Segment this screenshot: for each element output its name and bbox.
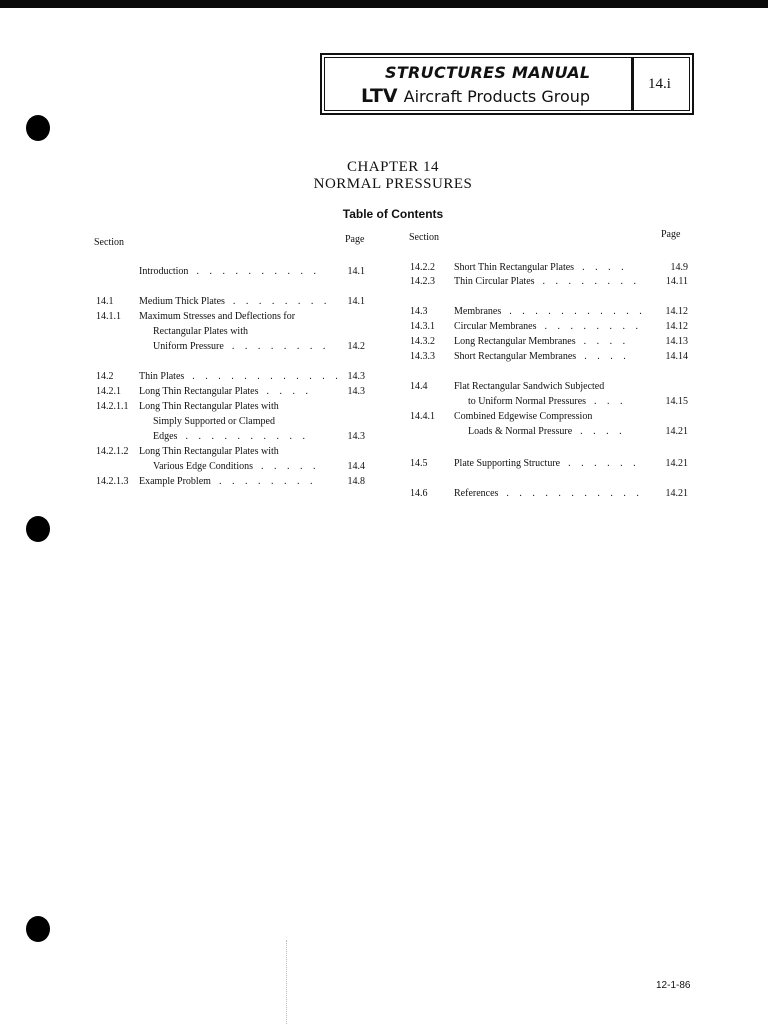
toc-heading: Table of Contents xyxy=(342,207,444,221)
toc-section-number: 14.3.2 xyxy=(410,336,435,347)
toc-title-text: Long Thin Rectangular Plates with xyxy=(139,446,279,457)
toc-section-number: 14.3.1 xyxy=(410,321,435,332)
toc-title-text: Edges xyxy=(153,431,178,442)
toc-entry-title xyxy=(139,311,295,322)
toc-page-number: 14.1 xyxy=(347,266,365,277)
toc-section-number: 14.1 xyxy=(96,296,114,307)
toc-leader-dots: . . . . . . . . . . . . xyxy=(192,371,342,382)
toc-entry-title xyxy=(139,386,312,397)
manual-header-box xyxy=(320,53,694,115)
toc-leader-dots: . . . . . . . . xyxy=(218,476,317,487)
toc-entry-title xyxy=(454,276,640,287)
toc-page-number: 14.21 xyxy=(665,426,688,437)
binder-hole xyxy=(26,516,50,542)
toc-leader-dots: . . . . xyxy=(582,262,628,273)
left-page-header: Page xyxy=(345,234,365,245)
toc-title-text: Short Rectangular Membranes xyxy=(454,351,577,362)
toc-section-number: 14.5 xyxy=(410,458,428,469)
toc-entry-title xyxy=(454,351,630,362)
toc-entry-title xyxy=(139,476,316,487)
right-section-header: Section xyxy=(409,232,439,243)
toc-section-number: 14.6 xyxy=(410,488,428,499)
toc-entry-title xyxy=(454,336,629,347)
header-divider xyxy=(631,57,634,111)
toc-page-number: 14.21 xyxy=(665,458,688,469)
toc-entry-title xyxy=(139,266,320,277)
toc-page-number: 14.14 xyxy=(665,351,688,362)
toc-entry-title xyxy=(139,296,330,307)
toc-leader-dots: . . . . xyxy=(266,386,313,397)
toc-entry-title xyxy=(454,306,646,317)
toc-leader-dots: . . . . . . . . . . . xyxy=(509,306,646,317)
toc-page-number: 14.8 xyxy=(347,476,365,487)
toc-page-number: 14.4 xyxy=(347,461,365,472)
toc-title-text: Membranes xyxy=(454,306,502,317)
header-page-number: 14.i xyxy=(648,76,671,92)
toc-leader-dots: . . . . xyxy=(583,336,630,347)
toc-title-text: Loads & Normal Pressure xyxy=(468,426,573,437)
toc-page-number: 14.2 xyxy=(347,341,365,352)
toc-title-text: Simply Supported or Clamped xyxy=(153,416,275,427)
toc-section-number: 14.2.1.3 xyxy=(96,476,129,487)
toc-section-number: 14.4 xyxy=(410,381,428,392)
toc-entry-title xyxy=(139,446,279,457)
toc-entry-title xyxy=(454,488,643,499)
toc-leader-dots: . . . xyxy=(594,396,627,407)
toc-section-number: 14.2.3 xyxy=(410,276,435,287)
toc-page-number: 14.12 xyxy=(665,321,688,332)
header-title-block xyxy=(325,58,629,110)
toc-title-text: to Uniform Normal Pressures xyxy=(468,396,587,407)
toc-page-number: 14.1 xyxy=(347,296,365,307)
toc-title-text: Uniform Pressure xyxy=(153,341,224,352)
toc-title-text: References xyxy=(454,488,499,499)
binder-hole xyxy=(26,916,50,942)
toc-title-text: Long Thin Rectangular Plates xyxy=(139,386,259,397)
toc-entry-title xyxy=(468,426,626,437)
toc-title-text: Long Rectangular Membranes xyxy=(454,336,576,347)
scan-artifact-line xyxy=(286,940,288,1024)
toc-section-number: 14.2.1.1 xyxy=(96,401,129,412)
toc-leader-dots: . . . . . . . . xyxy=(232,296,331,307)
toc-title-text: Maximum Stresses and Deflections for xyxy=(139,311,296,322)
toc-section-number: 14.2 xyxy=(96,371,114,382)
toc-page-number: 14.3 xyxy=(347,431,365,442)
toc-section-number: 14.4.1 xyxy=(410,411,435,422)
toc-section-number: 14.2.2 xyxy=(410,262,435,273)
toc-entry-title xyxy=(454,411,592,422)
toc-page-number: 14.15 xyxy=(665,396,688,407)
toc-title-text: Example Problem xyxy=(139,476,211,487)
toc-section-number: 14.3 xyxy=(410,306,428,317)
right-page-header: Page xyxy=(661,229,681,240)
toc-leader-dots: . . . . . . . . xyxy=(544,321,642,332)
toc-page-number: 14.13 xyxy=(665,336,688,347)
toc-leader-dots: . . . . . . xyxy=(568,458,640,469)
toc-title-text: Medium Thick Plates xyxy=(139,296,225,307)
toc-page-number: 14.3 xyxy=(347,386,365,397)
toc-page-number: 14.3 xyxy=(347,371,365,382)
toc-leader-dots: . . . . . . . . xyxy=(231,341,330,352)
toc-entry-title xyxy=(454,458,640,469)
toc-entry-title xyxy=(153,431,309,442)
toc-page-number: 14.12 xyxy=(665,306,688,317)
toc-title-text: Long Thin Rectangular Plates with xyxy=(139,401,279,412)
toc-leader-dots: . . . . . xyxy=(261,461,320,472)
toc-title-text: Short Thin Rectangular Plates xyxy=(454,262,575,273)
toc-title-text: Rectangular Plates with xyxy=(153,326,248,337)
company-logo-text: LTV xyxy=(361,85,398,107)
toc-title-text: Thin Plates xyxy=(139,371,185,382)
revision-date: 12-1-86 xyxy=(656,980,691,991)
chapter-title: NORMAL PRESSURES xyxy=(313,176,473,192)
toc-leader-dots: . . . . . . . . . . xyxy=(196,266,320,277)
toc-section-number: 14.2.1 xyxy=(96,386,121,397)
toc-title-text: Combined Edgewise Compression xyxy=(454,411,593,422)
toc-entry-title xyxy=(139,371,342,382)
scan-top-edge xyxy=(0,0,768,8)
toc-entry-title xyxy=(139,401,279,412)
toc-leader-dots: . . . . . . . . . . . xyxy=(506,488,643,499)
toc-leader-dots: . . . . . . . . . . xyxy=(185,431,309,442)
toc-title-text: Circular Membranes xyxy=(454,321,537,332)
company-name xyxy=(361,85,590,107)
toc-title-text: Flat Rectangular Sandwich Subjected xyxy=(454,381,605,392)
toc-page-number: 14.9 xyxy=(670,262,688,273)
toc-leader-dots: . . . . xyxy=(580,426,626,437)
binder-hole xyxy=(26,115,50,141)
toc-leader-dots: . . . . . . . . xyxy=(542,276,641,287)
toc-title-text: Various Edge Conditions xyxy=(153,461,253,472)
toc-page-number: 14.21 xyxy=(665,488,688,499)
toc-section-number: 14.1.1 xyxy=(96,311,121,322)
toc-section-number: 14.2.1.2 xyxy=(96,446,129,457)
toc-leader-dots: . . . . xyxy=(584,351,630,362)
toc-entry-title xyxy=(454,321,642,332)
toc-section-number: 14.3.3 xyxy=(410,351,435,362)
toc-entry-title xyxy=(153,461,320,472)
toc-entry-title xyxy=(153,416,275,427)
left-section-header: Section xyxy=(94,237,124,248)
toc-entry-title xyxy=(468,396,627,407)
toc-entry-title xyxy=(153,326,248,337)
toc-page-number: 14.11 xyxy=(665,276,688,287)
toc-entry-title xyxy=(454,381,604,392)
company-division: Aircraft Products Group xyxy=(403,87,591,106)
toc-entry-title xyxy=(153,341,329,352)
chapter-number: CHAPTER 14 xyxy=(346,159,440,175)
toc-title-text: Plate Supporting Structure xyxy=(454,458,561,469)
toc-entry-title xyxy=(454,262,628,273)
toc-title-text: Introduction xyxy=(139,266,189,277)
toc-title-text: Thin Circular Plates xyxy=(454,276,535,287)
manual-title: STRUCTURES MANUAL xyxy=(385,63,591,82)
